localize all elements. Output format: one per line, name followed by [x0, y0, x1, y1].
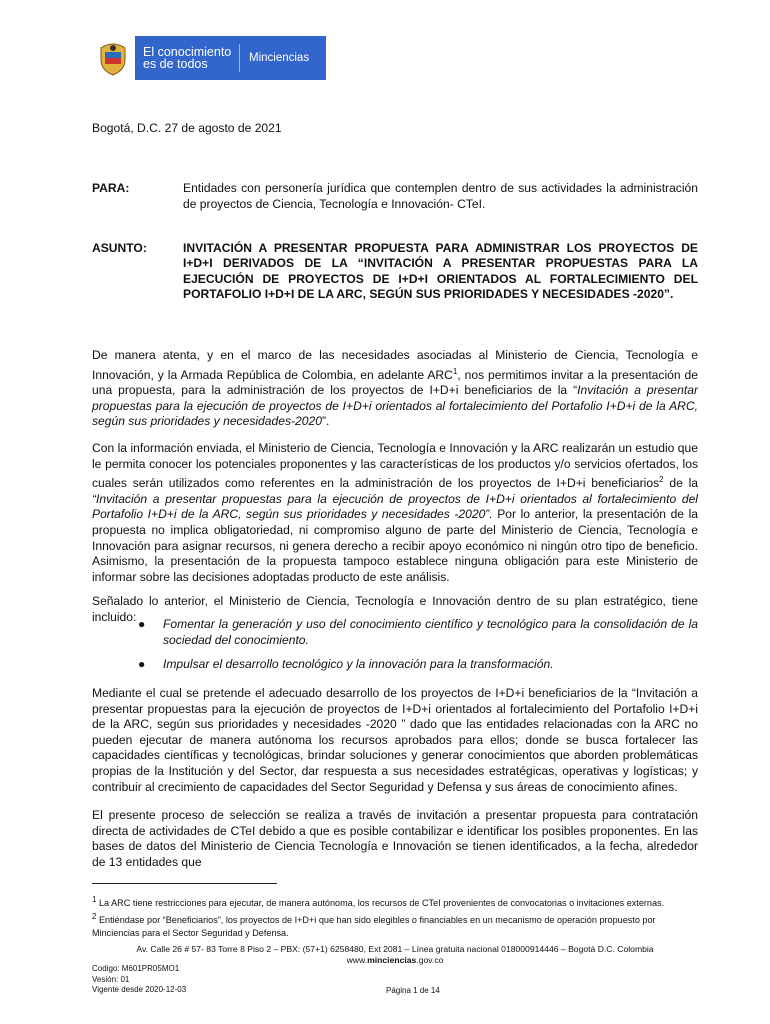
paragraph-3: Señalado lo anterior, el Ministerio de Ciencia, Tecnología e Innovación dentro de su plan estratégico, tiene incluido: — [92, 594, 698, 624]
para-label: PARA: — [92, 181, 130, 195]
asunto-subject: INVITACIÓN A PRESENTAR PROPUESTA PARA ADMINISTRAR LOS PROYECTOS DE I+D+I DERIVADOS DE LA “INVITACIÓN A PRESENTAR PROPUESTAS PARA LA EJECUCIÓN DE PROYECTOS DE I+D+I ORIENTADOS AL FORTALECIMIENTO DEL PORTAFOLIO I+D+I DE LA ARC, SEGÚN SUS PRIORIDADES Y NECESIDADES -2020”. — [183, 241, 698, 302]
paragraph-5: El presente proceso de selección se realiza a través de invitación a presentar propuesta para contratación directa de actividades de CTeI debido a que es posible contabilizar e identificar los posibles proponentes. En las bases de datos del Ministerio de Ciencia Tecnología e Innovación se tienen identificados, a la fecha, alrededor de 13 entidades que — [92, 808, 698, 869]
footer-website[interactable]: www.minciencias.gov.co — [346, 955, 444, 965]
document-code: Codigo: M601PR05MO1 — [92, 964, 180, 973]
para-recipients: Entidades con personería jurídica que contemplen dentro de sus actividades la administración de proyectos de Ciencia, Tecnología e Innovación- CTeI. — [183, 181, 698, 211]
footer-address-line: Av. Calle 26 # 57- 83 Torre 8 Piso 2 – PBX: (57+1) 6258480, Ext 2081 – Línea gratuita nacional 018000914446 – Bogotá D.C. Colombia — [136, 944, 654, 954]
footnote-ref-2: 2 — [659, 475, 664, 485]
letter-date: Bogotá, D.C. 27 de agosto de 2021 — [92, 121, 282, 135]
coat-of-arms-icon — [91, 36, 135, 80]
logo-brand-name: Minciencias — [249, 52, 310, 64]
footer-address — [92, 944, 698, 966]
document-control-info — [92, 964, 186, 996]
footnote-2: $^2$ Entiéndase por “Beneficiarios”, los proyectos de I+D+i que han sido elegibles o financiables en un mecanismo de operación propuesto por Minciencias para el Sector Seguridad y Defensa. — [92, 912, 656, 939]
objectives-list — [138, 617, 698, 682]
list-item: ● Impulsar el desarrollo tecnológico y la innovación para la transformación. — [138, 657, 554, 672]
logo-slogan — [135, 46, 239, 70]
document-version: Vesión: 01 — [92, 974, 130, 984]
footnote-1: $^1$ La ARC tiene restricciones para ejecutar, de manera autónoma, los recursos de CTeI provenientes de convocatorias o invitaciones externas. — [92, 895, 665, 909]
paragraph-4: Mediante el cual se pretende el adecuado desarrollo de los proyectos de I+D+i beneficiarios de la “Invitación a presentar propuestas para la ejecución de proyectos de I+D+i orientados al fortalecimiento del Portafolio I+D+i de la ARC, según sus prioridades y necesidades -2020 ” dado que las entidades relacionadas con la ARC no pueden ejecutar de manera autónoma los recursos aprobados para ellos; donde se busca fortalecer las capacidades científicas y tecnológicas, brindar soluciones y generar conocimientos que aborden problemáticas propias de la Institución y del Sector, dar respuesta a sus necesidades estratégicas, operativas y logísticas; y contribuir al crecimiento de capacidades del Sector Seguridad y Defensa y sus áreas de conocimiento afines. — [92, 686, 698, 794]
minciencias-logo — [91, 36, 326, 80]
footnote-ref-1: 1 — [452, 366, 458, 376]
footnote-separator — [92, 883, 277, 884]
bullet-icon: ● — [138, 657, 146, 672]
logo-slogan-line2: es de todos — [143, 57, 208, 71]
paragraph-1: De manera atenta, y en el marco de las necesidades asociadas al Ministerio de Ciencia, Tecnología e Innovación, y la Armada República de Colombia, en adelante ARC$^1$, nos permitimos invitar a la presentación de una propuesta, para la administración de los proyectos de I+D+i beneficiarios de la “Invitación a presentar propuestas para la ejecución de proyectos de I+D+i orientados al fortalecimiento del Portafolio I+D+i de la ARC, según sus prioridades y necesidades-2020”. — [92, 348, 698, 429]
paragraph-2: Con la información enviada, el Ministerio de Ciencia, Tecnología e Innovación y la ARC realizarán un estudio que le permita conocer los potenciales proponentes y las características de los productos y/o servicios ofertados, los cuales serán utilizados como referentes en la administración de los proyectos de I+D+i beneficiarios$^2$ de la “Invitación a presentar propuestas para la ejecución de proyectos de I+D+i orientados al fortalecimiento del Portafolio I+D+i de la ARC, según sus prioridades y necesidades -2020”. Por lo anterior, la presentación de la propuesta no implica obligatoriedad, ni compromiso alguno de parte del Ministerio de Ciencia, Tecnología e Innovación para asignar recursos, ni genera derecho a recibir apoyo económico ni ningún otro tipo de beneficio. Asimismo, la presentación de la propuesta tampoco establece ninguna obligación para este Ministerio de informar sobre las decisiones adoptadas producto de este análisis. — [92, 441, 698, 584]
page-number: Página 1 de 14 — [386, 986, 440, 995]
logo-slogan-line1: El conocimiento — [143, 45, 232, 59]
document-valid-from: Vigente desde 2020-12-03 — [92, 985, 187, 994]
bullet-icon: ● — [138, 617, 146, 631]
asunto-label: ASUNTO: — [92, 241, 147, 255]
list-item: ● Fomentar la generación y uso del conocimiento científico y tecnológico para la consolidación de la sociedad del conocimiento. — [138, 617, 698, 647]
